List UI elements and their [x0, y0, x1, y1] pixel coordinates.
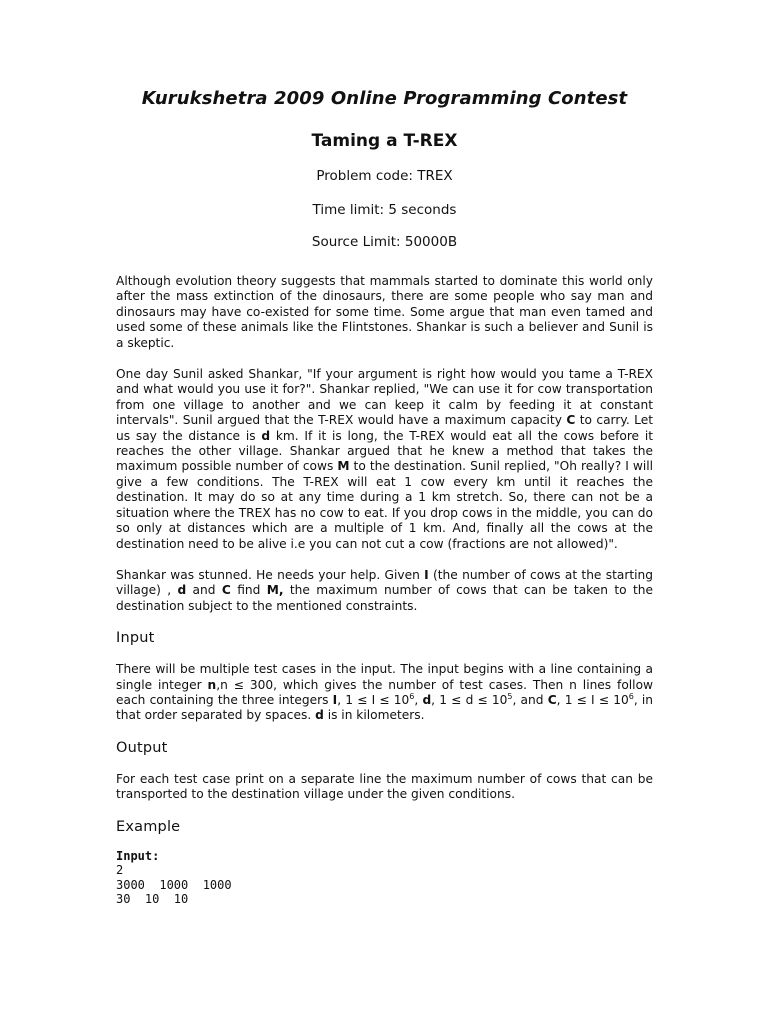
problem-title: Taming a T-REX — [311, 131, 458, 151]
example-input-label: Input: — [116, 848, 160, 863]
example-line: 30 10 10 — [116, 892, 189, 907]
output-heading: Output — [116, 739, 168, 756]
example-block — [116, 849, 653, 907]
intro-paragraph: Although evolution theory suggests that mammals started to dominate this world only after the mass extinction of the dinosaurs, there are some people who say man and dinosaurs may have co-existed for some time. Some argue that man even tamed and used some of these animals like the Flintstones. Shankar is such a believer and Sunil is a skeptic. — [116, 274, 653, 350]
time-limit: Time limit: 5 seconds — [312, 202, 457, 218]
example-heading: Example — [116, 818, 181, 835]
problem-page — [116, 84, 653, 907]
input-heading: Input — [116, 630, 155, 647]
contest-title: Kurukshetra 2009 Online Programming Contest — [141, 88, 628, 109]
example-line: 2 — [116, 863, 124, 878]
output-description: For each test case print on a separate line the maximum number of cows that can be transported to the destination village under the given conditions. — [116, 771, 653, 802]
story-paragraph: One day Sunil asked Shankar, "If your argument is right how would you tame a T-REX and what would you use it for?". Shankar replied, "We can use it for cow transportation from one village to another and we can keep it calm by feeding it at constant intervals". Sunil argued that the T-REX would have a maximum capacity C to carry. Let us say the distance is d km. If it is long, the T-REX would eat all the cows before it reaches the other village. Shankar argued that he knew a method that takes the maximum possible number of cows M to the destination. Sunil replied, "Oh really? I will give a few conditions. The T-REX will eat 1 cow every km until it reaches the destination. It may do so at any time during a 1 km stretch. So, there can not be a situation where the TREX has no cow to eat. If you drop cows in the middle, you can do so only at distances which are a multiple of 1 km. And, finally all the cows at the destination need to be alive i.e you can not cut a cow (fractions are not allowed)". — [116, 367, 653, 551]
task-paragraph: Shankar was stunned. He needs your help. Given I (the number of cows at the starting village) , d and C find M, the maximum number of cows that can be taken to the destination subject to the mentioned constraints. — [116, 567, 653, 613]
example-line: 3000 1000 1000 — [116, 877, 232, 892]
source-limit: Source Limit: 50000B — [311, 234, 458, 250]
input-description: There will be multiple test cases in the input. The input begins with a line containing a single integer n,n ≤ 300, which gives the number of test cases. Then n lines follow each containing the three integers I, $1 \le I \le 10^6$, d, $1 \le d \le 10^5$, and C, $1 \le I \le 10^6$, in that order separated by spaces. d is in kilometers. — [116, 662, 653, 723]
problem-code: Problem code: TREX — [316, 168, 453, 184]
